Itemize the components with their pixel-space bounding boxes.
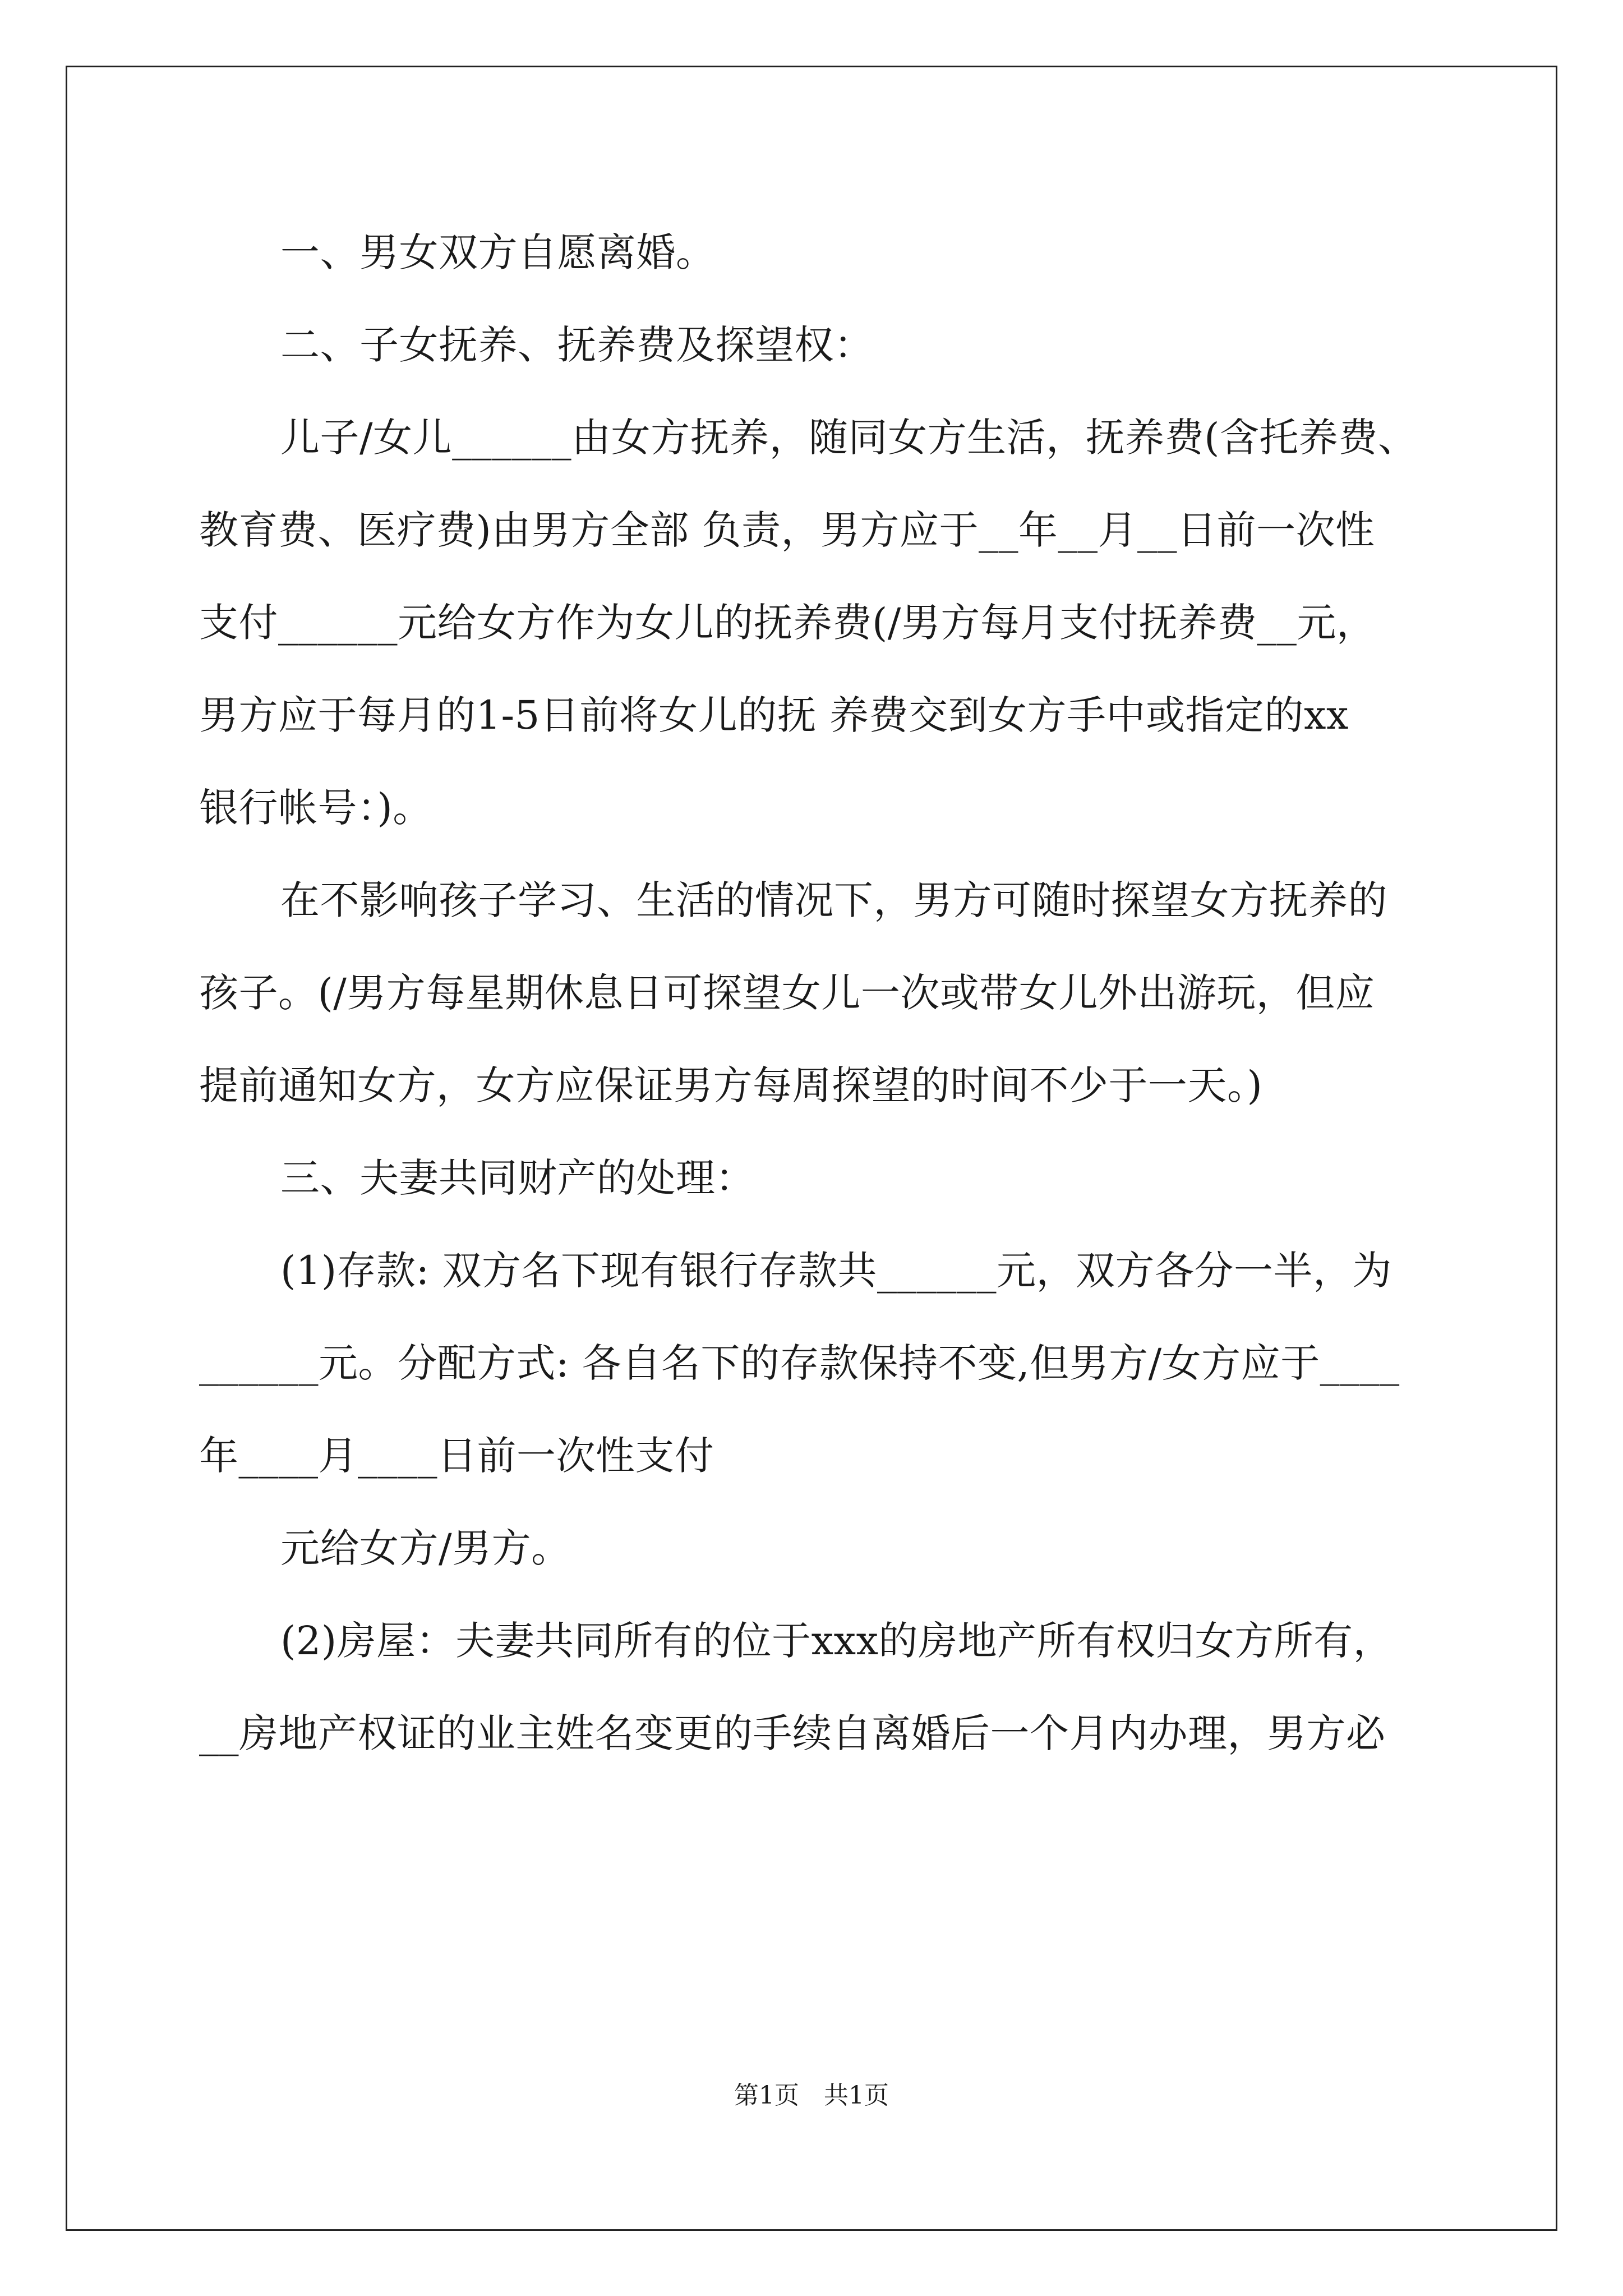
text-line: ______元。分配方式: 各自名下的存款保持不变,但男方/女方应于____ xyxy=(199,1340,1400,1386)
text-line: 提前通知女方，女方应保证男方每周探望的时间不少于一天。) xyxy=(199,1062,1263,1108)
text-line: 三、夫妻共同财产的处理： xyxy=(280,1155,755,1201)
text-line: 一、男女双方自愿离婚。 xyxy=(280,229,716,275)
text-line: 支付______元给女方作为女儿的抚养费(/男方每月支付抚养费__元， xyxy=(199,600,1376,646)
text-line: 银行帐号：)。 xyxy=(199,785,432,831)
text-line: 儿子/女儿______由女方抚养，随同女方生活，抚养费(含托养费、 xyxy=(280,415,1418,461)
text-line: 男方应于每月的1-5日前将女儿的抚 养费交到女方手中或指定的xx xyxy=(199,692,1349,738)
text-line: (2)房屋：夫妻共同所有的位于xxx的房地产所有权归女方所有， xyxy=(280,1618,1393,1664)
text-line: 孩子。(/男方每星期休息日可探望女儿一次或带女儿外出游玩，但应 xyxy=(199,970,1375,1016)
text-line: (1)存款: 双方名下现有银行存款共______元，双方各分一半，为 xyxy=(280,1248,1392,1294)
text-line: __房地产权证的业主姓名变更的手续自离婚后一个月内办理，男方必 xyxy=(199,1710,1386,1756)
text-line: 元给女方/男方。 xyxy=(280,1525,571,1571)
text-line: 二、子女抚养、抚养费及探望权： xyxy=(280,322,874,368)
text-line: 教育费、医疗费)由男方全部 负责，男方应于__年__月__日前一次性 xyxy=(199,507,1375,553)
page-border xyxy=(66,66,1557,2231)
page-footer: 第1页 共1页 xyxy=(734,2081,889,2110)
text-line: 在不影响孩子学习、生活的情况下，男方可随时探望女方抚养的 xyxy=(280,877,1387,923)
text-line: 年____月____日前一次性支付 xyxy=(199,1433,714,1479)
